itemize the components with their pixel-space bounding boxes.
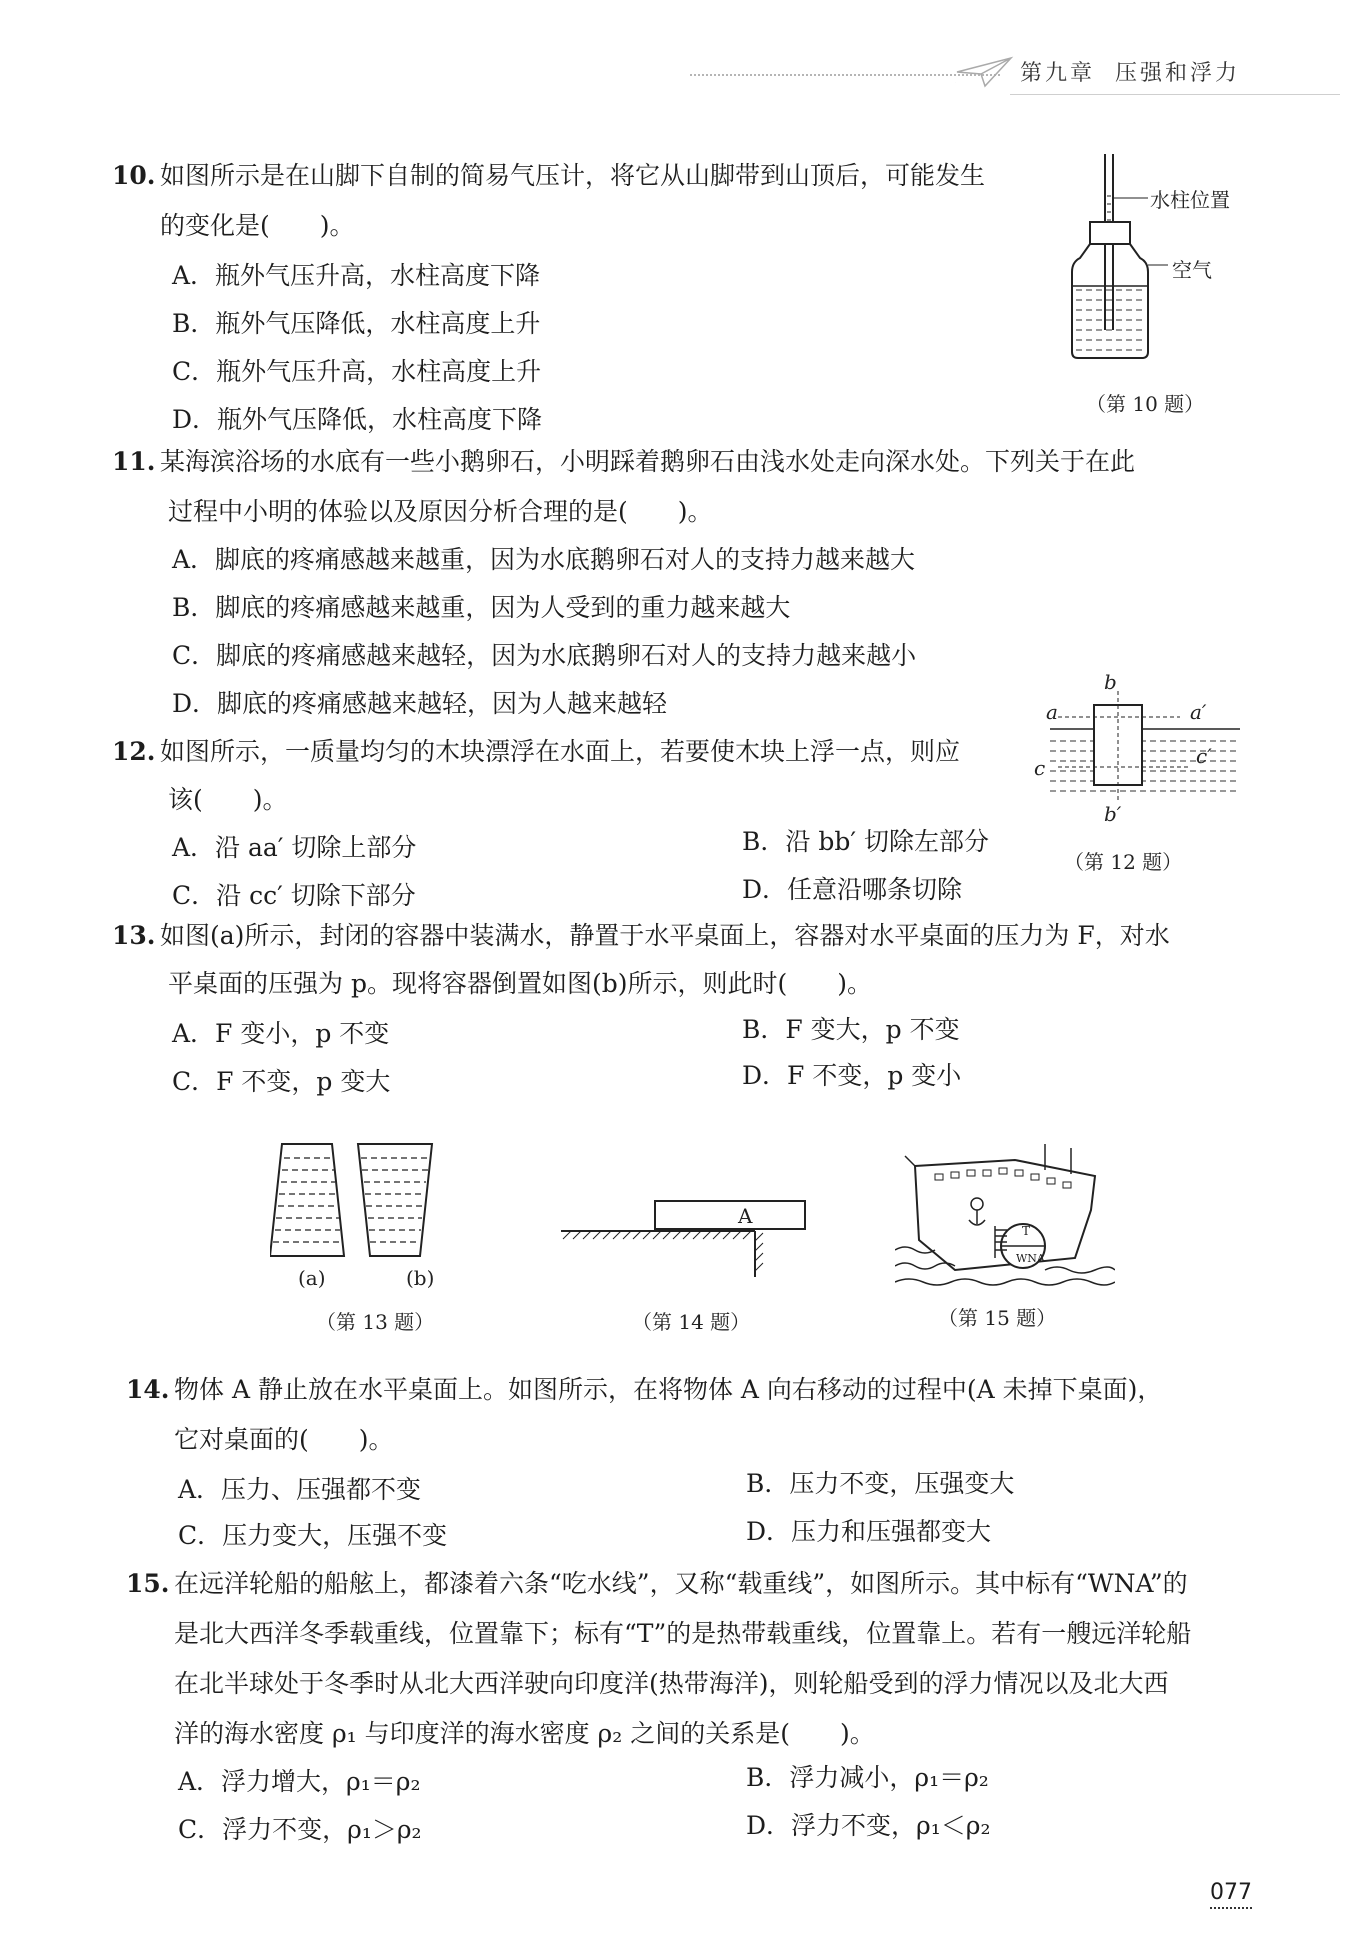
q15-option-d: D．浮力不变，ρ₁＜ρ₂ (746, 1811, 991, 1840)
q12-label-b-prime: b′ (1104, 802, 1122, 826)
chapter-header (1020, 56, 1240, 87)
q13-option-b: B．F 变大，p 不变 (742, 1015, 960, 1044)
page-number: 077 (1210, 1880, 1252, 1909)
q13-fig-b-label: (b) (406, 1266, 435, 1290)
chapter-number: 第九章 (1020, 61, 1096, 86)
q14-line1 (126, 1370, 1162, 1406)
q15-line3: 在北半球处于冬季时从北大西洋驶向印度洋(热带海洋)，则轮船受到的浮力情况以及北大西 (174, 1669, 1169, 1698)
q12-number: 12. (112, 737, 156, 766)
q10-label-air: 空气 (1172, 258, 1212, 282)
q15-option-b: B．浮力减小，ρ₁＝ρ₂ (746, 1763, 989, 1792)
q10-caption: （第 10 题） (1086, 392, 1205, 416)
q13-option-d: D．F 不变，p 变小 (742, 1061, 962, 1090)
q12-label-a-prime: a′ (1190, 700, 1207, 724)
q11-option-b: B．脚底的疼痛感越来越重，因为人受到的重力越来越大 (172, 593, 791, 622)
q13-line2: 平桌面的压强为 p。现将容器倒置如图(b)所示，则此时( )。 (168, 969, 872, 998)
q13-caption: （第 13 题） (316, 1310, 435, 1334)
q10-barometer-figure (1060, 150, 1260, 370)
q12-option-c: C．沿 cc′ 切除下部分 (172, 881, 416, 910)
q14-option-c: C．压力变大，压强不变 (178, 1521, 448, 1550)
q12-line2: 该( )。 (168, 785, 288, 814)
header-rule (1010, 94, 1340, 95)
q15-line4: 洋的海水密度 ρ₁ 与印度洋的海水密度 ρ₂ 之间的关系是( )。 (174, 1719, 875, 1748)
q15-line1 (126, 1564, 1188, 1600)
q13-option-c: C．F 不变，p 变大 (172, 1067, 391, 1096)
q10-line2: 的变化是( )。 (160, 211, 355, 240)
q15-stem-text-1: 在远洋轮船的船舷上，都漆着六条“吃水线”，又称“载重线”，如图所示。其中标有“WNA”的 (174, 1569, 1188, 1598)
q12-caption: （第 12 题） (1064, 850, 1183, 874)
q15-option-c: C．浮力不变，ρ₁＞ρ₂ (178, 1815, 422, 1844)
q14-table-block-figure (555, 1195, 815, 1285)
q12-option-d: D．任意沿哪条切除 (742, 875, 963, 904)
q14-number: 14. (126, 1375, 170, 1404)
q15-ship-figure (895, 1140, 1115, 1290)
q12-label-c: c (1034, 756, 1046, 780)
paper-plane-icon (955, 52, 1015, 92)
q13-containers-figure (270, 1140, 450, 1270)
q12-label-a: a (1046, 700, 1058, 724)
q13-line1 (112, 916, 1170, 952)
q15-caption: （第 15 题） (938, 1306, 1057, 1330)
q13-fig-a-label: (a) (298, 1266, 326, 1290)
q14-option-b: B．压力不变，压强变大 (746, 1469, 1015, 1498)
q14-caption: （第 14 题） (632, 1310, 751, 1334)
header-dotted-line (690, 74, 1000, 76)
q11-option-d: D．脚底的疼痛感越来越轻，因为人越来越轻 (172, 689, 668, 718)
q12-label-b: b (1104, 670, 1117, 694)
q14-stem-text-1: 物体 A 静止放在水平桌面上。如图所示，在将物体 A 向右移动的过程中(A 未掉下桌面)， (174, 1375, 1163, 1404)
q11-number: 11. (112, 447, 156, 476)
q11-stem-text-1: 某海滨浴场的水底有一些小鹅卵石，小明踩着鹅卵石由浅水处走向深水处。下列关于在此 (160, 447, 1136, 476)
q15-option-a: A．浮力增大，ρ₁＝ρ₂ (178, 1767, 421, 1796)
q10-number: 10. (112, 161, 156, 190)
q15-number: 15. (126, 1569, 170, 1598)
q14-option-d: D．压力和压强都变大 (746, 1517, 992, 1546)
q12-floating-block-figure (1040, 675, 1250, 835)
q12-label-c-prime: c′ (1196, 744, 1212, 768)
q10-label-water-column: 水柱位置 (1150, 188, 1230, 212)
q15-line2: 是北大西洋冬季载重线，位置靠下；标有“T”的是热带载重线，位置靠上。若有一艘远洋轮船 (174, 1619, 1192, 1648)
q10-option-b: B．瓶外气压降低，水柱高度上升 (172, 309, 541, 338)
q11-line2: 过程中小明的体验以及原因分析合理的是( )。 (168, 497, 713, 526)
q15-line-label-wna: WNA (1016, 1252, 1045, 1265)
chapter-title: 压强和浮力 (1115, 61, 1241, 86)
q12-option-b: B．沿 bb′ 切除左部分 (742, 827, 989, 856)
q12-option-a: A．沿 aa′ 切除上部分 (172, 833, 417, 862)
q14-block-label-a: A (738, 1204, 753, 1228)
q10-option-c: C．瓶外气压升高，水柱高度上升 (172, 357, 542, 386)
q12-stem-text-1: 如图所示，一质量均匀的木块漂浮在水面上，若要使木块上浮一点，则应 (160, 737, 961, 766)
q14-option-a: A．压力、压强都不变 (178, 1475, 422, 1504)
q11-option-a: A．脚底的疼痛感越来越重，因为水底鹅卵石对人的支持力越来越大 (172, 545, 916, 574)
q13-stem-text-1: 如图(a)所示，封闭的容器中装满水，静置于水平桌面上，容器对水平桌面的压力为 F，对水 (160, 921, 1170, 950)
q11-option-c: C．脚底的疼痛感越来越轻，因为水底鹅卵石对人的支持力越来越小 (172, 641, 917, 670)
q10-option-d: D．瓶外气压降低，水柱高度下降 (172, 405, 543, 434)
q13-option-a: A．F 变小，p 不变 (172, 1019, 390, 1048)
q14-line2: 它对桌面的( )。 (174, 1425, 394, 1454)
q10-stem-text-1: 如图所示是在山脚下自制的简易气压计，将它从山脚带到山顶后，可能发生 (160, 161, 986, 190)
q10-option-a: A．瓶外气压升高，水柱高度下降 (172, 261, 541, 290)
q10-line1 (112, 156, 985, 192)
q12-line1 (112, 732, 960, 768)
q11-line1 (112, 442, 1135, 478)
q15-line-label-t: T (1022, 1224, 1031, 1238)
q13-number: 13. (112, 921, 156, 950)
